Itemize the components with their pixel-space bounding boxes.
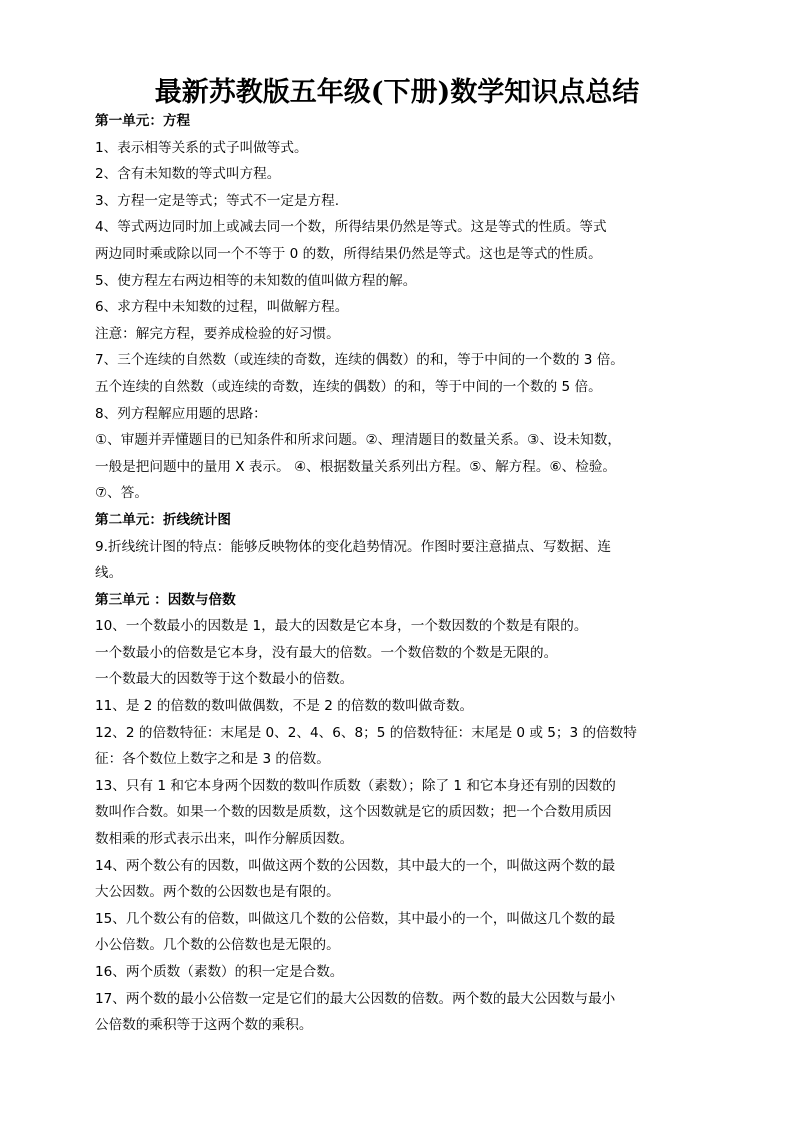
text-line: 12、2 的倍数特征：末尾是 0、2、4、6、8；5 的倍数特征：末尾是 0 或 5；3 的倍数特 [95,724,637,741]
text-line: 数叫作合数。如果一个数的因数是质数，这个因数就是它的质因数；把一个合数用质因 [95,804,612,821]
text-line: 一个数最大的因数等于这个数最小的倍数。 [95,671,354,688]
text-line: 13、只有 1 和它本身两个因数的数叫作质数（素数）；除了 1 和它本身还有别的因数的 [95,777,616,794]
text-line: 一般是把问题中的量用 X 表示。 ④、根据数量关系列出方程。⑤、解方程。⑥、检验。 [95,458,617,475]
text-line: 1、表示相等关系的式子叫做等式。 [95,139,308,156]
text-line: ⑦、答。 [95,485,148,502]
text-line: 数相乘的形式表示出来，叫作分解质因数。 [95,831,354,848]
text-line: 2、含有未知数的等式叫方程。 [95,166,281,183]
text-line: 9.折线统计图的特点：能够反映物体的变化趋势情况。作图时要注意描点、写数据、连 [95,538,611,555]
text-line: 一个数最小的倍数是它本身，没有最大的倍数。一个数倍数的个数是无限的。 [95,644,558,661]
text-line: 14、两个数公有的因数，叫做这两个数的公因数，其中最大的一个，叫做这两个数的最 [95,857,616,874]
text-line: 15、几个数公有的倍数，叫做这几个数的公倍数，其中最小的一个，叫做这几个数的最 [95,910,616,927]
text-line: 小公倍数。几个数的公倍数也是无限的。 [95,937,340,954]
text-line: 公倍数的乘积等于这两个数的乘积。 [95,1017,313,1034]
document-title: 最新苏教版五年级(下册)数学知识点总结 [154,77,640,108]
document-body [95,108,700,1039]
text-line: 11、是 2 的倍数的数叫做偶数，不是 2 的倍数的数叫做奇数。 [95,698,474,715]
text-line: 五个连续的自然数（或连续的奇数，连续的偶数）的和，等于中间的一个数的 5 倍。 [95,378,602,395]
text-line: 注意：解完方程，要养成检验的好习惯。 [95,325,340,342]
text-line: 5、使方程左右两边相等的未知数的值叫做方程的解。 [95,272,417,289]
text-line: 大公因数。两个数的公因数也是有限的。 [95,884,340,901]
text-line: 征：各个数位上数字之和是 3 的倍数。 [95,751,330,768]
text-line: 4、等式两边同时加上或减去同一个数，所得结果仍然是等式。这是等式的性质。等式 [95,219,607,236]
text-line: 线。 [95,565,123,582]
text-line: 17、两个数的最小公倍数一定是它们的最大公因数的倍数。两个数的最大公因数与最小 [95,990,616,1007]
text-line: 10、一个数最小的因数是 1，最大的因数是它本身，一个数因数的个数是有限的。 [95,618,588,635]
text-line: 3、方程一定是等式；等式不一定是方程. [95,192,340,209]
text-line: 两边同时乘或除以同一个不等于 0 的数，所得结果仍然是等式。这也是等式的性质。 [95,245,602,262]
section-heading: 第二单元：折线统计图 [95,511,231,528]
text-line: 16、两个质数（素数）的积一定是合数。 [95,964,344,980]
text-line: 8、列方程解应用题的思路： [95,405,267,422]
text-line: 7、三个连续的自然数（或连续的奇数，连续的偶数）的和，等于中间的一个数的 3 倍。 [95,352,624,369]
section-heading: 第一单元：方程 [95,113,191,129]
text-line: 6、求方程中未知数的过程，叫做解方程。 [95,299,349,316]
text-line: ①、审题并弄懂题目的已知条件和所求问题。②、理清题目的数量关系。③、设未知数， [95,432,621,449]
section-heading: 第三单元 ：因数与倍数 [95,591,236,608]
